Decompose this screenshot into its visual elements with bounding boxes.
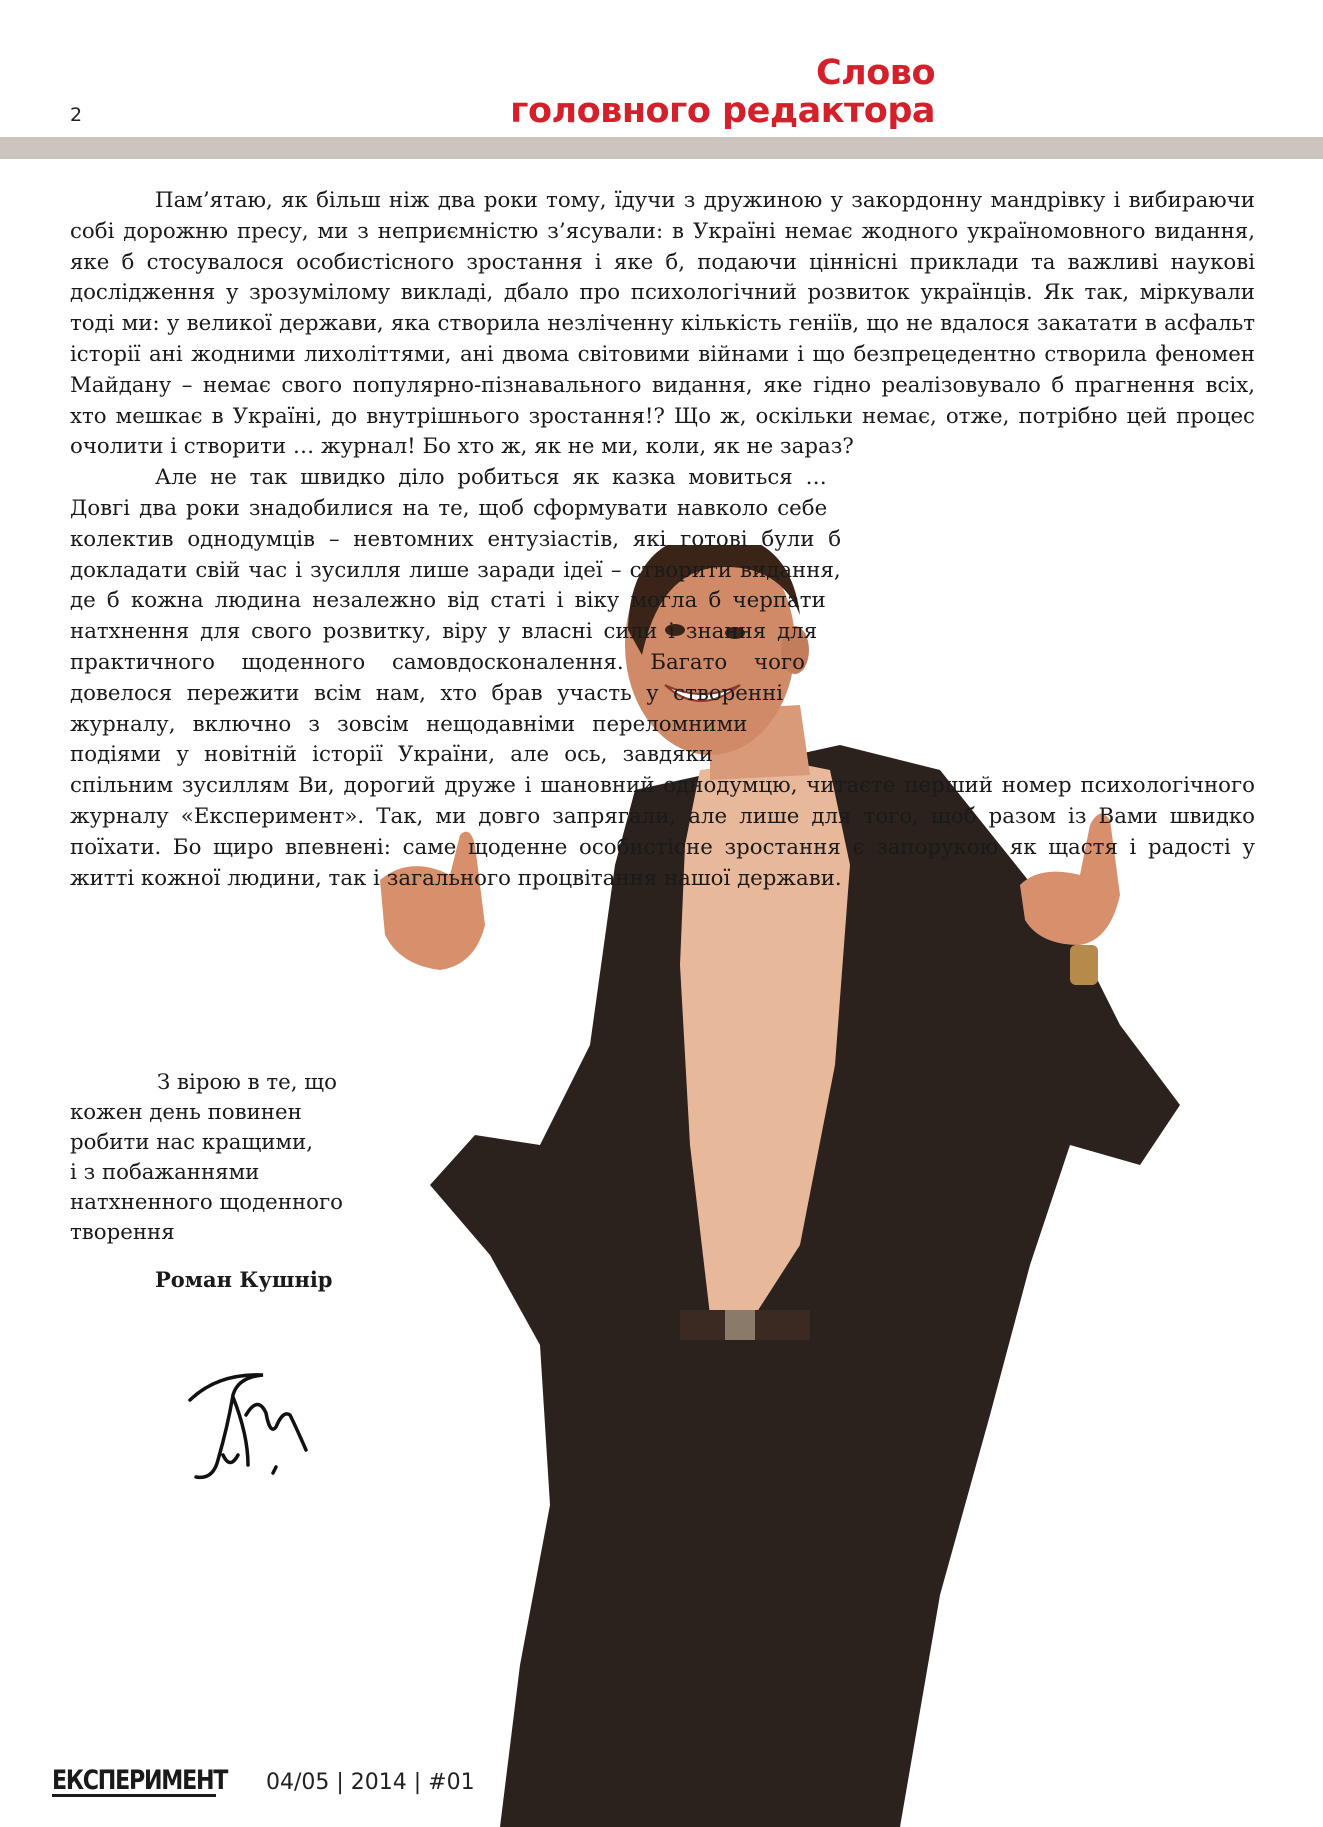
closing-line: кожен день повинен (70, 1100, 302, 1125)
page-number: 2 (70, 104, 83, 126)
page-title-line-1: Слово (815, 53, 935, 93)
closing-line: робити нас кращими, (70, 1130, 313, 1155)
author-name: Роман Кушнір (155, 1267, 333, 1292)
article-body (70, 186, 1255, 894)
magazine-logo: ЕКСПЕРИМЕНТ (52, 1765, 228, 1796)
closing-line: З вірою в те, що (157, 1070, 337, 1095)
footer (52, 1765, 475, 1797)
signature (178, 1355, 328, 1495)
header-rule (0, 137, 1323, 159)
closing-line: творення (70, 1220, 175, 1245)
page-title (510, 54, 935, 130)
article-paragraph-2: Але не так швидко діло робиться як казка мовиться … Довгі два роки знадобилися на те, щоб сформувати навколо себе колектив однодумців – невтомних ентузіастів, які готові були б докладати свій час і зусилля лише заради ідеї – створити видання, де б кожна людина незалежно від статі і віку могла б черпати натхнення для свого розвитку, віру у власні сили і знання для практичного щоденного самовдосконалення. Багато чого довелося пережити всім нам, хто брав участь у створенні журналу, включно з зовсім нещодавніми переломними подіями у новітній історії України, але ось, завдяки спільним зусиллям Ви, дорогий друже і шановний однодумцю, читаєте перший номер психологічного журналу «Експеримент». Так, ми довго запрягали, але лише для того, щоб разом із Вами швидко поїхати. Бо щиро впевнені: саме щоденне особистісне зростання є запорукою як щастя і радості у житті кожної людини, так і загального процвітання нашої держави. (70, 465, 1255, 891)
closing-line: натхненного щоденного (70, 1190, 343, 1215)
closing-line: і з побажаннями (70, 1160, 260, 1185)
article-paragraph-1: Пам’ятаю, як більш ніж два роки тому, їдучи з дружиною у закордонну мандрівку і вибираючи собі дорожню пресу, ми з неприємністю з’ясували: в Україні немає жодного україномовного видання, яке б стосувалося особистісного зростання і яке б, подаючи ціннісні приклади та важливі наукові дослідження у зрозумілому викладі, дбало про психологічний розвиток українців. Як так, міркували тоді ми: у великої держави, яка створила незліченну кількість геніїв, що не вдалося закатати в асфальт історії ані жодними лихоліттями, ані двома світовими війнами і що безпрецедентно створила феномен Майдану – немає свого популярно-пізнавального видання, яке гідно реалізовувало б прагнення всіх, хто мешкає в Україні, до внутрішнього зростання!? Що ж, оскільки немає, отже, потрібно цей процес очолити і створити … журнал! Бо хто ж, як не ми, коли, як не зараз? (70, 188, 1255, 460)
issue-info: 04/05 | 2014 | #01 (266, 1770, 475, 1795)
page-title-line-2: головного редактора (510, 91, 935, 131)
closing-remarks (70, 1068, 343, 1248)
